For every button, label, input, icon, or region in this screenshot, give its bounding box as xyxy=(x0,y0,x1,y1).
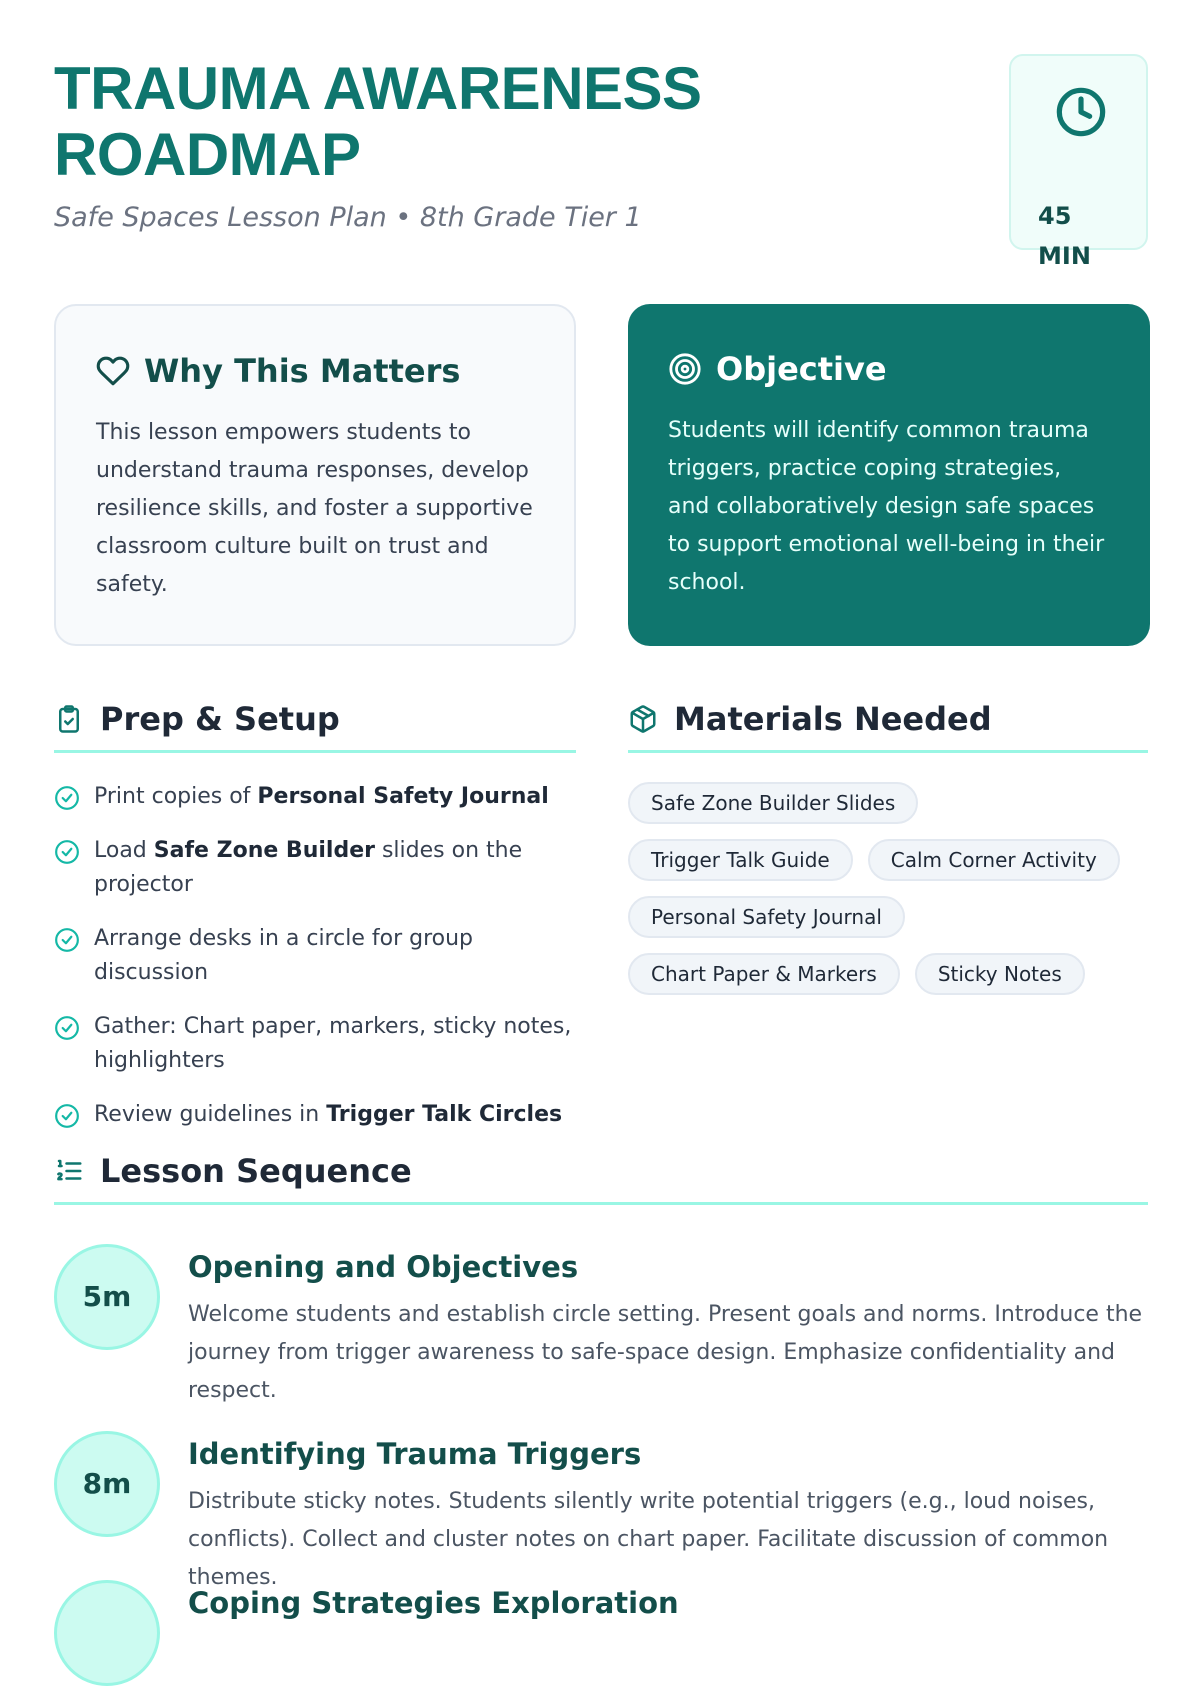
numbered-list-icon xyxy=(54,1156,84,1186)
page-title xyxy=(54,56,954,188)
heart-icon xyxy=(96,354,130,388)
sequence-section-header xyxy=(54,1152,1148,1205)
check-circle-icon xyxy=(54,1103,80,1129)
why-card-heading: Why This Matters xyxy=(144,352,461,390)
prep-item-text-after: slides on the projector xyxy=(94,838,523,897)
objective-card-body: Students will identify common trauma triggers, practice coping strategies, and collaboratively design safe spaces to support emotional well-being in their school. xyxy=(668,418,1105,595)
material-chip: Calm Corner Activity xyxy=(868,839,1120,881)
why-card-body: This lesson empowers students to understand trauma responses, develop resilience skills, and foster a supportive classroom culture built on trust and safety. xyxy=(96,420,533,597)
why-card-header xyxy=(96,352,460,390)
duration-value: 45 xyxy=(1038,202,1072,230)
step-duration-badge: 8m xyxy=(54,1431,160,1537)
check-circle-icon xyxy=(54,1015,80,1041)
prep-item-text: Arrange desks in a circle for group discussion xyxy=(94,926,473,985)
material-chip: Trigger Talk Guide xyxy=(628,839,853,881)
prep-item xyxy=(54,1010,576,1078)
lesson-step xyxy=(54,1580,1148,1620)
check-circle-icon xyxy=(54,927,80,953)
step-description: Distribute sticky notes. Students silently write potential triggers (e.g., loud noises, conflicts). Collect and cluster notes on chart paper. Facilitate discussion of common themes. xyxy=(188,1489,1109,1590)
lesson-step xyxy=(54,1244,1148,1404)
prep-checklist xyxy=(54,780,576,1152)
prep-item xyxy=(54,1098,576,1132)
material-chip: Personal Safety Journal xyxy=(628,896,905,938)
clock-icon xyxy=(1055,86,1107,138)
step-duration-badge: 5m xyxy=(54,1244,160,1350)
prep-item-text: Load xyxy=(94,838,154,863)
prep-item-highlight: Trigger Talk Circles xyxy=(326,1102,563,1127)
package-icon xyxy=(628,704,658,734)
materials-section-heading: Materials Needed xyxy=(674,700,992,738)
prep-item-text: Gather: Chart paper, markers, sticky notes, highlighters xyxy=(94,1014,572,1073)
step-description: Welcome students and establish circle setting. Present goals and norms. Introduce the journey from trigger awareness to safe-space design. Emphasize confidentiality and respect. xyxy=(188,1302,1143,1403)
step-title: Opening and Objectives xyxy=(188,1250,579,1284)
prep-section-heading: Prep & Setup xyxy=(100,700,340,738)
materials-list xyxy=(628,782,1148,995)
page-title-line-1: TRAUMA AWARENESS xyxy=(54,55,702,122)
prep-item xyxy=(54,834,576,902)
target-icon xyxy=(668,352,702,386)
objective-card xyxy=(628,304,1150,646)
prep-item-text: Review guidelines in xyxy=(94,1102,327,1127)
step-title: Identifying Trauma Triggers xyxy=(188,1437,642,1471)
prep-section-header xyxy=(54,700,576,753)
sequence-section-heading: Lesson Sequence xyxy=(100,1152,412,1190)
prep-item-text: Print copies of xyxy=(94,784,258,809)
check-circle-icon xyxy=(54,785,80,811)
duration-badge xyxy=(1009,54,1148,270)
material-chip: Safe Zone Builder Slides xyxy=(628,782,918,824)
check-circle-icon xyxy=(54,839,80,865)
prep-item xyxy=(54,780,576,814)
step-duration-badge xyxy=(54,1580,160,1686)
page-subtitle: Safe Spaces Lesson Plan • 8th Grade Tier 1 xyxy=(54,202,642,233)
prep-item xyxy=(54,922,576,990)
objective-card-header xyxy=(668,350,887,388)
duration-unit: MIN xyxy=(1038,242,1091,270)
prep-item-highlight: Safe Zone Builder xyxy=(153,838,375,863)
lesson-step xyxy=(54,1431,1148,1590)
page-header xyxy=(54,56,954,233)
objective-card-heading: Objective xyxy=(716,350,887,388)
clipboard-check-icon xyxy=(54,704,84,734)
why-this-matters-card xyxy=(54,304,576,646)
step-title: Coping Strategies Exploration xyxy=(188,1586,679,1620)
material-chip: Sticky Notes xyxy=(915,953,1085,995)
prep-item-highlight: Personal Safety Journal xyxy=(257,784,549,809)
material-chip: Chart Paper & Markers xyxy=(628,953,900,995)
materials-section-header xyxy=(628,700,1148,753)
page-title-line-2: ROADMAP xyxy=(54,121,361,188)
